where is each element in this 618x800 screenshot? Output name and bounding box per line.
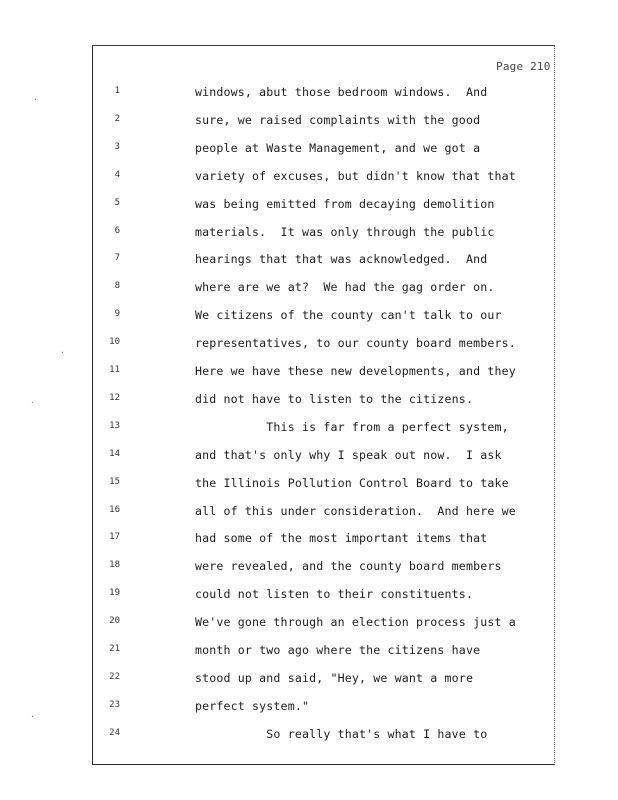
line-text: the Illinois Pollution Control Board to take <box>195 475 509 490</box>
line-number: 11 <box>109 365 120 375</box>
transcript-line <box>100 113 552 133</box>
line-text: month or two ago where the citizens have <box>195 643 481 657</box>
line-text: perfect system." <box>195 698 310 713</box>
scan-mark: · <box>33 95 38 104</box>
line-number: 8 <box>114 281 120 292</box>
line-number: 21 <box>109 644 120 654</box>
line-text: had some of the most important items that <box>195 531 488 546</box>
transcript-line <box>100 225 552 245</box>
line-number: 2 <box>114 113 120 124</box>
line-number: 5 <box>114 197 120 208</box>
line-number: 12 <box>109 392 120 403</box>
line-text: people at Waste Management, and we got a <box>195 140 481 155</box>
line-number: 7 <box>114 253 120 264</box>
line-number: 6 <box>114 225 120 236</box>
transcript-line <box>100 699 552 719</box>
line-text: We've gone through an election process just a <box>195 615 516 630</box>
transcript-line <box>100 531 552 551</box>
transcript-line <box>100 364 552 384</box>
line-text: This is far from a perfect system, <box>195 419 509 434</box>
line-number: 13 <box>109 420 120 431</box>
line-text: Here we have these new developments, and they <box>195 364 516 378</box>
line-text: materials. It was only through the public <box>195 224 495 239</box>
line-number: 18 <box>109 560 120 571</box>
line-number: 17 <box>109 532 120 543</box>
scan-mark: · <box>30 712 35 721</box>
line-text: did not have to listen to the citizens. <box>195 391 474 406</box>
line-number: 1 <box>114 86 120 96</box>
line-number: 10 <box>109 337 120 348</box>
transcript-line <box>100 643 552 663</box>
line-text: was being emitted from decaying demolition <box>195 196 495 211</box>
line-number: 3 <box>114 141 120 152</box>
line-number: 22 <box>109 671 120 682</box>
transcript-line <box>100 420 552 440</box>
line-text: sure, we raised complaints with the good <box>195 112 481 127</box>
transcript-line <box>100 197 552 217</box>
line-text: hearings that that was acknowledged. And <box>195 252 488 267</box>
line-text: We citizens of the county can't talk to our <box>195 308 502 323</box>
line-text: could not listen to their constituents. <box>195 587 474 602</box>
line-number: 16 <box>109 504 120 515</box>
line-text: windows, abut those bedroom windows. And <box>195 85 488 99</box>
transcript-line <box>100 169 552 189</box>
transcript-line <box>100 587 552 607</box>
line-number: 9 <box>114 309 120 320</box>
transcript-line <box>100 476 552 496</box>
transcript-line <box>100 336 552 356</box>
line-text: all of this under consideration. And here we <box>195 503 516 518</box>
transcript-line <box>100 308 552 328</box>
line-text: stood up and said, "Hey, we want a more <box>195 670 474 685</box>
line-text: representatives, to our county board members. <box>195 336 516 351</box>
line-text: variety of excuses, but didn't know that that <box>195 168 516 183</box>
line-number: 24 <box>109 727 120 738</box>
line-text: and that's only why I speak out now. I ask <box>195 447 502 462</box>
transcript-line <box>100 85 552 105</box>
transcript-line <box>100 559 552 579</box>
transcript-line <box>100 392 552 412</box>
transcript-line <box>100 504 552 524</box>
line-number: 23 <box>109 699 120 710</box>
transcript-line <box>100 252 552 272</box>
line-number: 19 <box>109 588 120 599</box>
line-text: where are we at? We had the gag order on. <box>195 280 495 295</box>
line-text: were revealed, and the county board members <box>195 559 502 574</box>
transcript-line <box>100 141 552 161</box>
line-number: 20 <box>109 616 120 627</box>
transcript-line <box>100 280 552 300</box>
page-number: Page 210 <box>496 60 551 73</box>
scan-mark: · <box>30 398 35 407</box>
line-number: 15 <box>109 476 120 487</box>
scan-mark: · <box>60 348 65 357</box>
line-text: So really that's what I have to <box>195 726 488 741</box>
line-number: 4 <box>114 169 120 180</box>
transcript-line <box>100 671 552 691</box>
transcript-line <box>100 615 552 635</box>
transcript-line <box>100 448 552 468</box>
transcript-line <box>100 727 552 747</box>
line-number: 14 <box>109 448 120 459</box>
